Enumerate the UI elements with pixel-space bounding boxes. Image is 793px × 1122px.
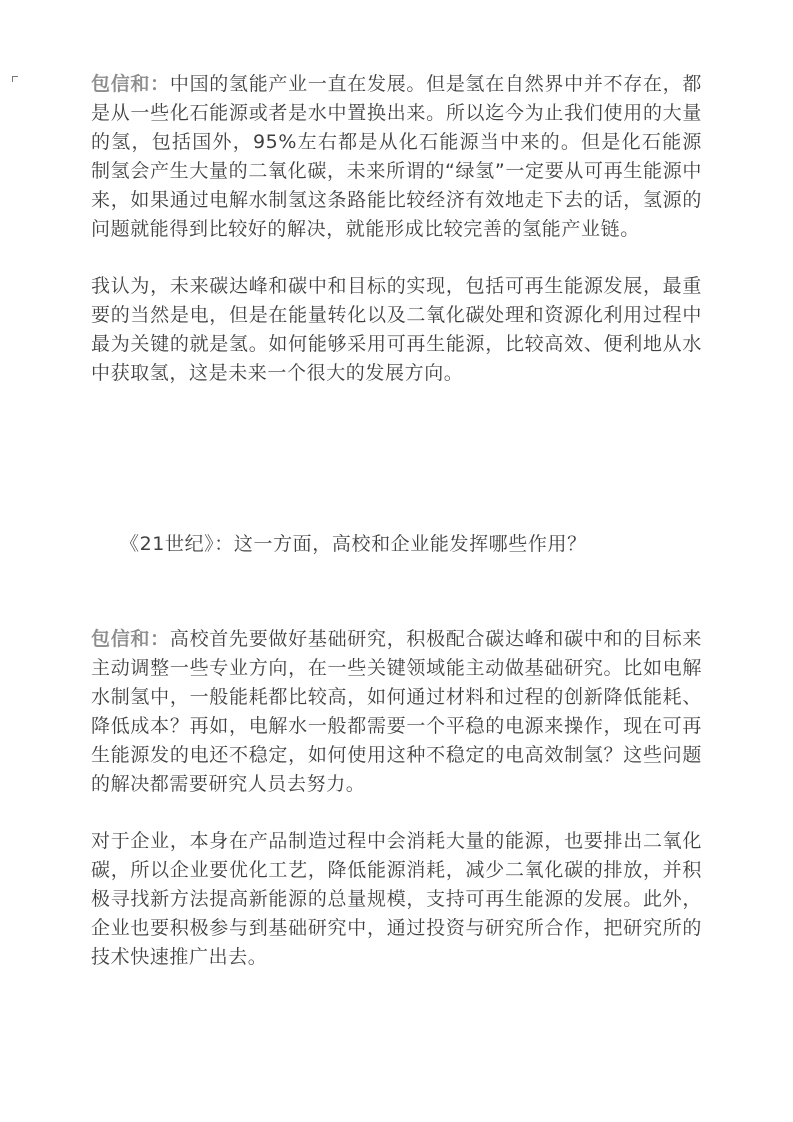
answer-text: 高校首先要做好基础研究，积极配合碳达峰和碳中和的目标来主动调整一些专业方向，在一些关键领域能主动做基础研究。比如电解水制氢中，一般能耗都比较高，如何通过材料和过程的创新降低能耗、降低成本？再如，电解水一般都需要一个平稳的电源来操作，现在可再生能源发的电还不稳定，如何使用这种不稳定的电高效制氢？这些问题的解决都需要研究人员去努力。: [91, 628, 702, 795]
answer-paragraph-2: [91, 625, 702, 799]
answer-paragraph-1: [91, 70, 702, 244]
content-bottom: [91, 625, 702, 972]
interview-question: 《21世纪》：这一方面，高校和企业能发挥哪些作用？: [120, 533, 587, 555]
speaker-label: 包信和：: [91, 73, 170, 95]
corner-crop-mark: [12, 76, 18, 82]
body-paragraph-4: 对于企业，本身在产品制造过程中会消耗大量的能源，也要排出二氧化碳，所以企业要优化工艺，降低能源消耗，减少二氧化碳的排放，并积极寻找新方法提高新能源的总量规模，支持可再生能源的发展。此外，企业也要积极参与到基础研究中，通过投资与研究所合作，把研究所的技术快速推广出去。: [91, 830, 702, 968]
answer-text: 中国的氢能产业一直在发展。但是氢在自然界中并不存在，都是从一些化石能源或者是水中置换出来。所以迄今为止我们使用的大量的氢，包括国外，95%左右都是从化石能源当中来的。但是化石能源制氢会产生大量的二氧化碳，未来所谓的“绿氢”一定要从可再生能源中来，如果通过电解水制氢这条路能比较经济有效地走下去的话，氢源的问题就能得到比较好的解决，就能形成比较完善的氢能产业链。: [91, 73, 702, 240]
content-top: [91, 70, 702, 388]
speaker-label: 包信和：: [91, 628, 170, 650]
body-paragraph-2: 我认为，未来碳达峰和碳中和目标的实现，包括可再生能源发展，最重要的当然是电，但是在能量转化以及二氧化碳处理和资源化利用过程中最为关键的就是氢。如何能够采用可再生能源，比较高效、便利地从水中获取氢，这是未来一个很大的发展方向。: [91, 275, 702, 384]
